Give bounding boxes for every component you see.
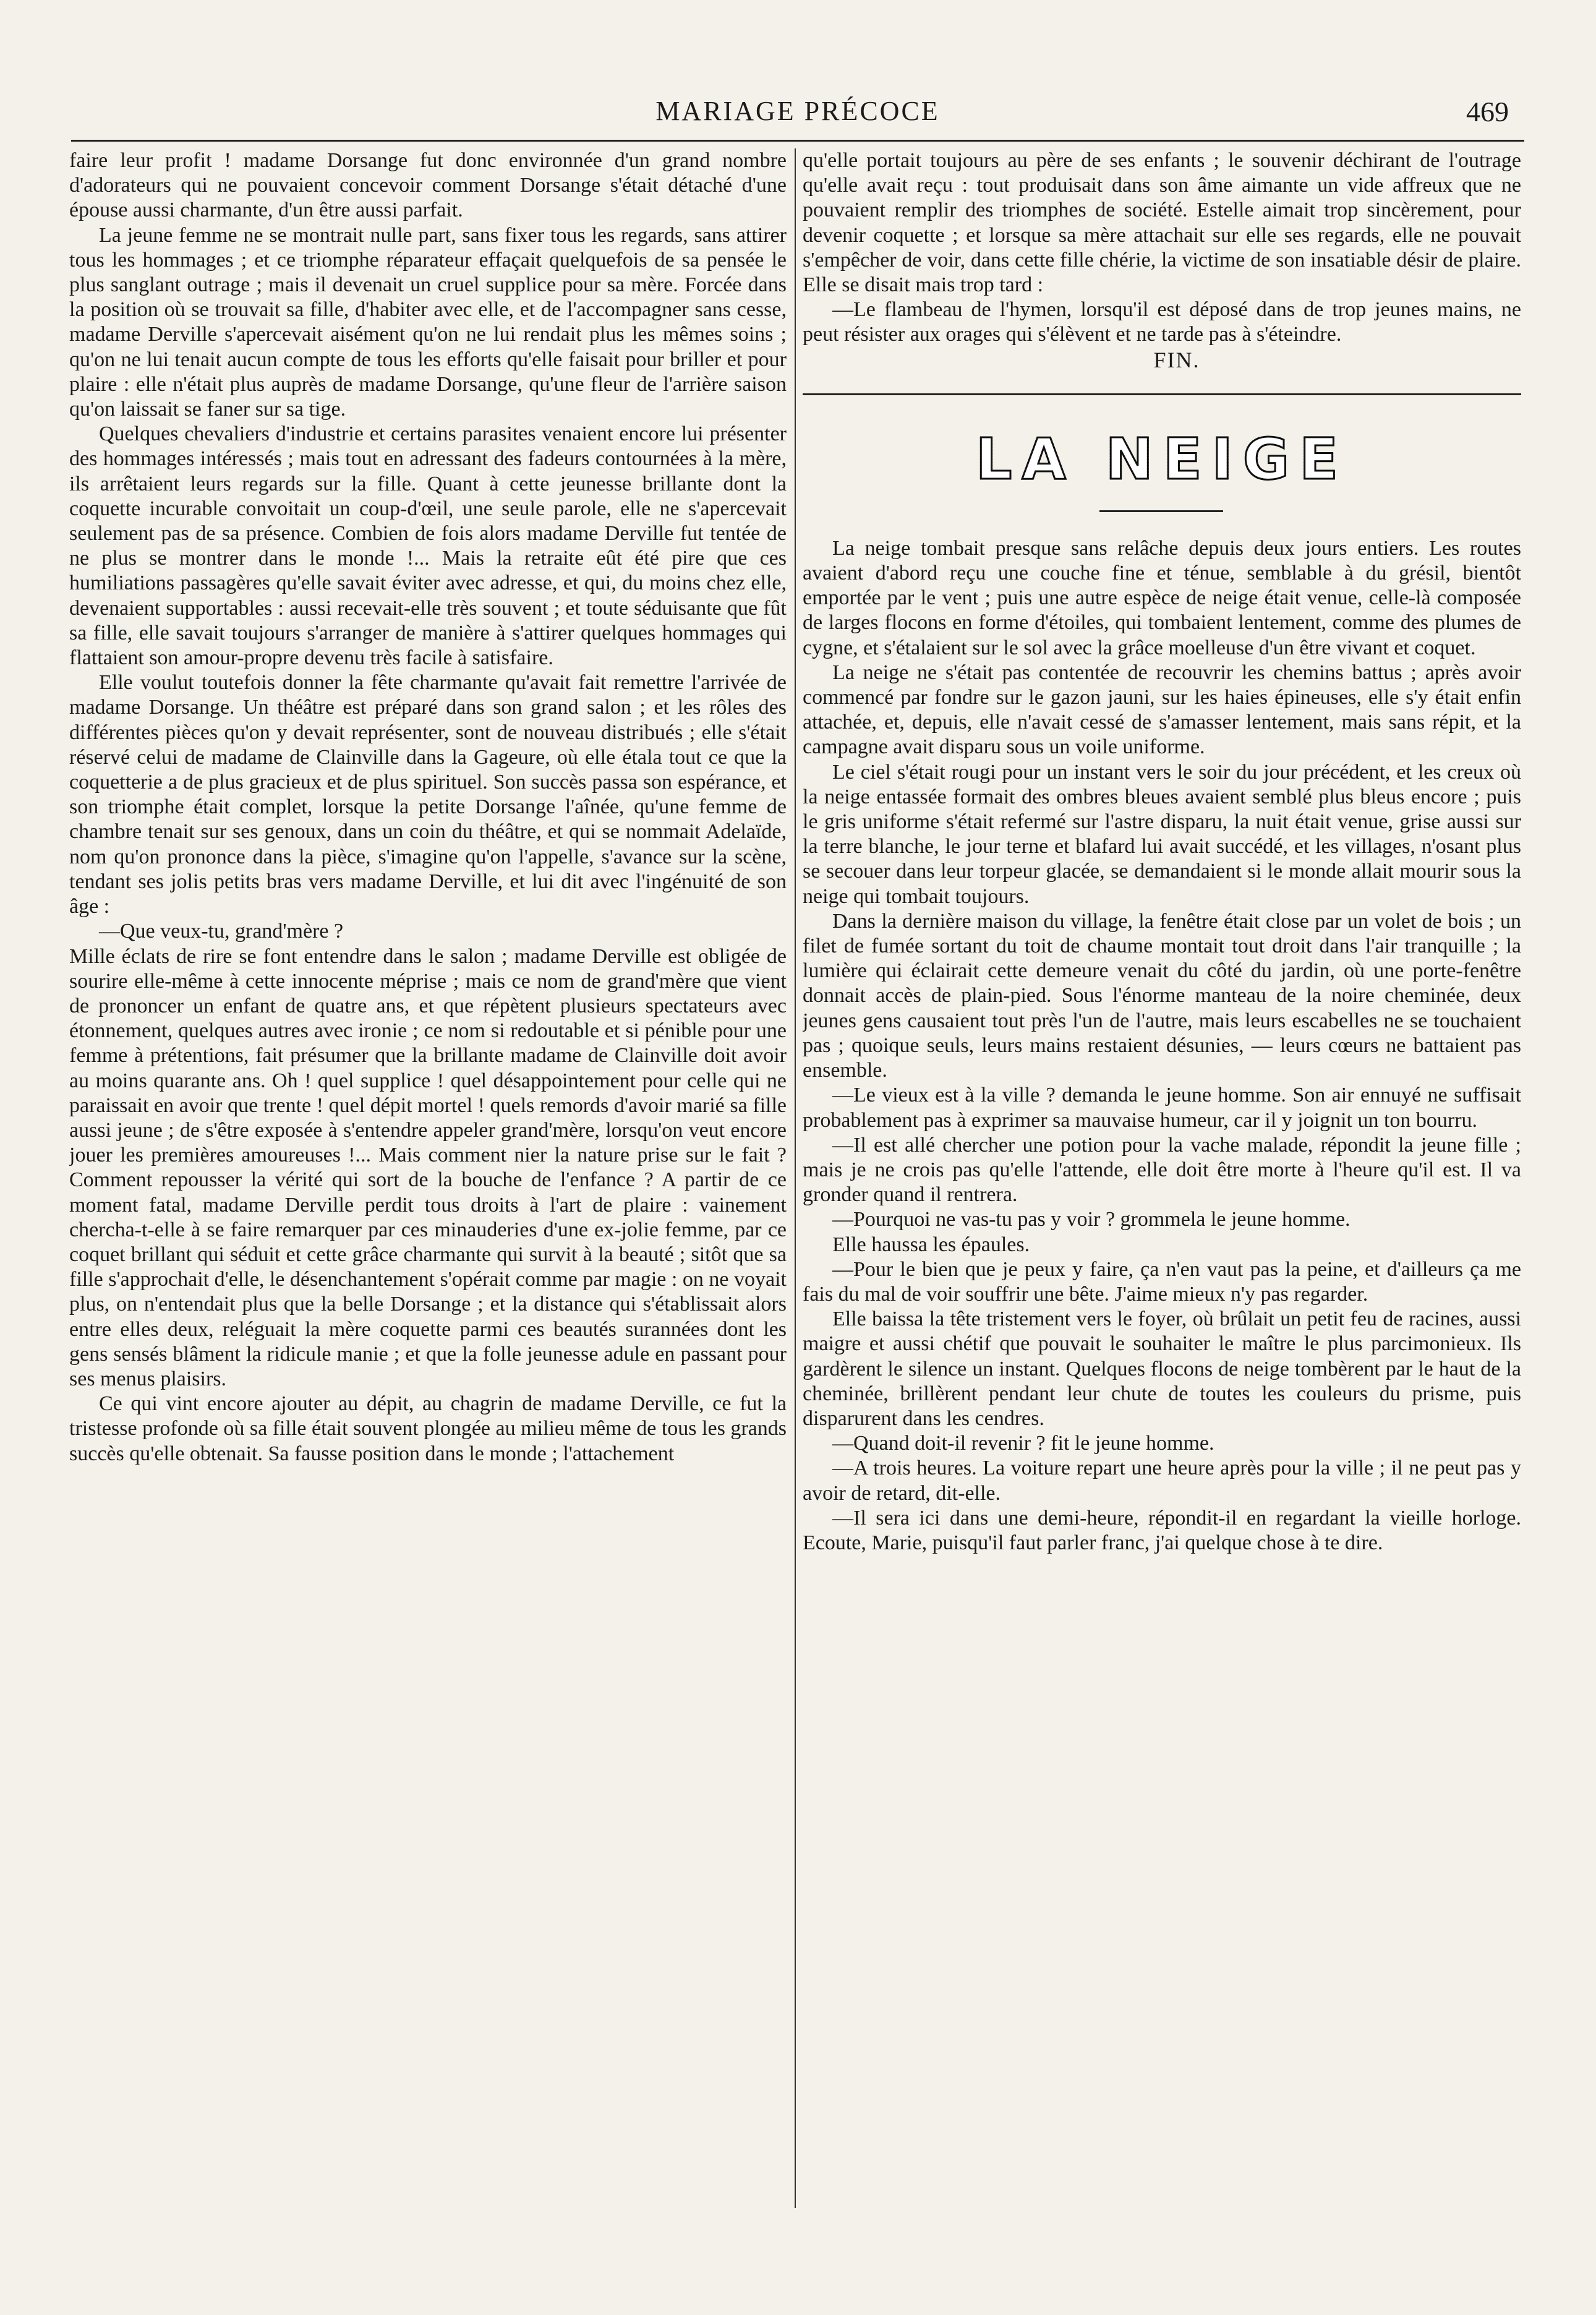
paragraph: La neige ne s'était pas contentée de recouvrir les chemins battus ; après avoir commencé par fondre sur le gazon jauni, sur les haies épineuses, elle s'y était enfin attachée, et, depuis, elle n'avait cessé de s'amasser lentement, mais sans répit, et la campagne avait disparu sous un voile uniforme. bbox=[803, 661, 1521, 759]
paragraph: Elle voulut toutefois donner la fête charmante qu'avait fait remettre l'arrivée de madame Dorsange. Un théâtre est préparé dans son grand salon ; et les rôles des différentes pièces qu'on y devait représenter, sont de nouveau distribués ; elle s'était réservé celui de madame de Clainville dans la Gageure, où elle étala tout ce que la coquetterie a de plus gracieux et de plus spirituel. Son succès passa son espérance, et son triomphe était complet, lorsque la petite Dorsange l'aînée, qu'une femme de chambre tenait sur ses genoux, dans un coin du théâtre, et qui se nommait Adelaïde, nom qu'on prononce dans la pièce, s'imagine qu'on l'appelle, s'avance sur la scène, tendant ses jolis petits bras vers madame Derville, et lui dit avec l'ingénuité de son âge : bbox=[69, 671, 787, 918]
page-number: 469 bbox=[1466, 96, 1509, 127]
end-marker: FIN. bbox=[1153, 347, 1200, 372]
paragraph: qu'elle portait toujours au père de ses enfants ; le souvenir déchirant de l'outrage qu'elle avait reçu : tout produisait dans son âme aimante un vide affreux que ne pouvaient remplir des triomphes de société. Estelle aimait trop sincèrement, pour devenir coquette ; et lorsque sa mère attachait sur elle ses regards, elle ne pouvait s'empêcher de voir, dans cette fille chérie, la victime de son insatiable désir de plaire. Elle se disait mais trop tard : bbox=[803, 149, 1521, 297]
dialogue-line: —Il est allé chercher une potion pour la vache malade, répondit la jeune fille ; mais je ne crois pas qu'elle l'attende, elle doit être morte à l'heure qu'il est. Il va gronder quand il rentrera. bbox=[803, 1133, 1521, 1207]
left-column bbox=[69, 148, 787, 2202]
paragraph: faire leur profit ! madame Dorsange fut donc environnée d'un grand nombre d'adorateurs qui ne pouvaient concevoir comment Dorsange s'était détaché d'une épouse aussi charmante, d'un être aussi parfait. bbox=[69, 149, 787, 222]
paragraph: Dans la dernière maison du village, la fenêtre était close par un volet de bois ; un filet de fumée sortant du toit de chaume montait tout droit dans l'air tranquille ; la lumière qui éclairait cette demeure venait du côté du jardin, où une porte-fenêtre donnait accès de plain-pied. Sous l'énorme manteau de la noire cheminée, deux jeunes gens causaient tout près l'un de l'autre, mais leurs escabelles ne se touchaient pas ; quoique seuls, leurs mains restaient désunies, — leurs cœurs ne battaient pas ensemble. bbox=[803, 909, 1521, 1082]
dialogue-line: —Il sera ici dans une demi-heure, répondit-il en regardant la vieille horloge. Ecoute, Marie, puisqu'il faut parler franc, j'ai quelque chose à te dire. bbox=[803, 1506, 1521, 1554]
dialogue-line: —Que veux-tu, grand'mère ? bbox=[99, 920, 344, 943]
paragraph: Le ciel s'était rougi pour un instant vers le soir du jour précédent, et les creux où la neige entassée formait des ombres bleues avaient semblé plus bleus encore ; puis le gris uniforme s'était refermé sur l'astre disparu, la nuit était venue, grise aussi sur la terre blanche, le jour terne et blafard lui avait succédé, et les villages, n'osant plus se secouer dans leur torpeur glacée, se demandaient si le monde allait mourir sous la neige qui tombait toujours. bbox=[803, 760, 1521, 908]
dialogue-line: —Pour le bien que je peux y faire, ça n'en vaut pas la peine, et d'ailleurs ça me fais du mal de voir souffrir une bête. J'aime mieux n'y pas regarder. bbox=[803, 1257, 1521, 1306]
paragraph: Ce qui vint encore ajouter au dépit, au chagrin de madame Derville, ce fut la tristesse profonde où sa fille était souvent plongée au milieu même de tous les grands succès qu'elle obtenait. Sa fausse position dans le monde ; l'attachement bbox=[69, 1392, 787, 1465]
header-rule bbox=[71, 140, 1524, 142]
dialogue-line: —Pourquoi ne vas-tu pas y voir ? grommela le jeune homme. bbox=[832, 1208, 1351, 1231]
right-column bbox=[803, 148, 1521, 2202]
section-separator-rule bbox=[803, 393, 1521, 395]
dialogue-line: —Le flambeau de l'hymen, lorsqu'il est déposé dans de trop jeunes mains, ne peut résister aux orages qui s'élèvent et ne tarde pas à s'éteindre. bbox=[803, 298, 1521, 346]
running-title: MARIAGE PRÉCOCE bbox=[655, 96, 940, 126]
paragraph: La jeune femme ne se montrait nulle part, sans fixer tous les regards, sans attirer tous les hommages ; et ce triomphe réparateur effaçait quelquefois de sa pensée le plus sanglant outrage ; mais il devenait un cruel supplice pour sa mère. Forcée dans la position où se trouvait sa fille, d'habiter avec elle, et de l'accompagner sans cesse, madame Derville s'apercevait aisément qu'on ne lui rendait plus les mêmes soins ; qu'on ne lui tenait aucun compte de tous les efforts qu'elle faisait pour briller et pour plaire : elle n'était plus auprès de madame Dorsange, qu'une fleur de l'arrière saison qu'on laissait se faner sur sa tige. bbox=[69, 223, 787, 421]
paragraph: La neige tombait presque sans relâche depuis deux jours entiers. Les routes avaient d'abord reçu une couche fine et ténue, semblable à du grésil, bientôt emportée par le vent ; puis une autre espèce de neige était venue, celle-là composée de larges flocons en forme d'étoiles, qui tombaient lentement, comme des plumes de cygne, et s'étalaient sur le sol avec la grâce moelleuse d'un être vivant et coquet. bbox=[803, 536, 1521, 659]
title-underline bbox=[1099, 510, 1223, 512]
column-divider bbox=[795, 148, 796, 2208]
section-title-block bbox=[803, 413, 1521, 536]
paragraph: Elle baissa la tête tristement vers le foyer, où brûlait un petit feu de racines, aussi maigre et aussi chétif que pouvait le souhaiter le maître le plus parcimonieux. Ils gardèrent le silence un instant. Quelques flocons de neige tombèrent par le haut de la cheminée, brillèrent pendant leur chute de toutes les couleurs du prisme, puis disparurent dans les cendres. bbox=[803, 1307, 1521, 1430]
dialogue-line: —Quand doit-il revenir ? fit le jeune homme. bbox=[832, 1432, 1214, 1455]
dialogue-line: —A trois heures. La voiture repart une heure après pour la ville ; il ne peut pas y avoir de retard, dit-elle. bbox=[803, 1457, 1521, 1505]
paragraph: Mille éclats de rire se font entendre dans le salon ; madame Derville est obligée de sourire elle-même à cette innocente méprise ; mais ce nom de grand'mère que vient de prononcer un enfant de quatre ans, et que répètent plusieurs spectateurs avec étonnement, quelques autres avec ironie ; ce nom si redoutable et si pénible pour une femme à prétentions, fait présumer que la brillante madame de Clainville doit avoir au moins quarante ans. Oh ! quel supplice ! quel désappointement pour celle qui ne paraissait en avoir que trente ! quel dépit mortel ! quels remords d'avoir marié sa fille aussi jeune ; de s'être exposée à s'entendre appeler grand'mère, lorsqu'on veut encore jouer les premières amoureuses !... Mais comment nier la nature prise sur le fait ? Comment repousser la vérité qui sort de la bouche de l'enfance ? A partir de ce moment fatal, madame Derville perdit tous droits à l'art de plaire : vainement chercha-t-elle à se faire remarquer par ces minauderies d'une ex-jolie femme, par ce coquet brillant qui séduit et cette grâce charmante qui survit à la beauté ; sitôt que sa fille s'approchait d'elle, le désenchantement s'opérait comme par magie : on ne voyait plus, on n'entendait plus que la belle Dorsange ; et la distance qui s'établissait alors entre elles deux, reléguait la mère coquette parmi ces beautés surannées dont les gens sensés blâment la ridicule manie ; et que la folle jeunesse adule en passant pour ses menus plaisirs. bbox=[69, 944, 787, 1390]
dialogue-line: —Le vieux est à la ville ? demanda le jeune homme. Son air ennuyé ne suffisait probablement pas à exprimer sa mauvaise humeur, car il y joignit un ton bourru. bbox=[803, 1084, 1521, 1132]
paragraph: Elle haussa les épaules. bbox=[832, 1233, 1030, 1256]
paragraph: Quelques chevaliers d'industrie et certains parasites venaient encore lui présenter des hommages intéressés ; mais tout en adressant des fadeurs contournées à la mère, ils arrêtaient leurs regards sur la fille. Quant à cette jeunesse brillante dont la coquette incurable convoitait un coup-d'œil, une seule parole, elle ne s'apercevait seulement pas de sa présence. Combien de fois alors madame Derville fut tentée de ne plus se montrer dans le monde !... Mais la retraite eût été pire que ces humiliations passagères qu'elle savait éviter avec adresse, et qui, du moins chez elle, devenaient supportables : aussi recevait-elle très souvent ; et toute séduisante que fût sa fille, elle savait toujours s'arranger de manière à s'attirer quelques hommages qui flattaient son amour-propre devenu très facile à satisfaire. bbox=[69, 422, 787, 670]
running-head bbox=[74, 93, 1521, 136]
section-title: LA NEIGE bbox=[803, 431, 1521, 488]
